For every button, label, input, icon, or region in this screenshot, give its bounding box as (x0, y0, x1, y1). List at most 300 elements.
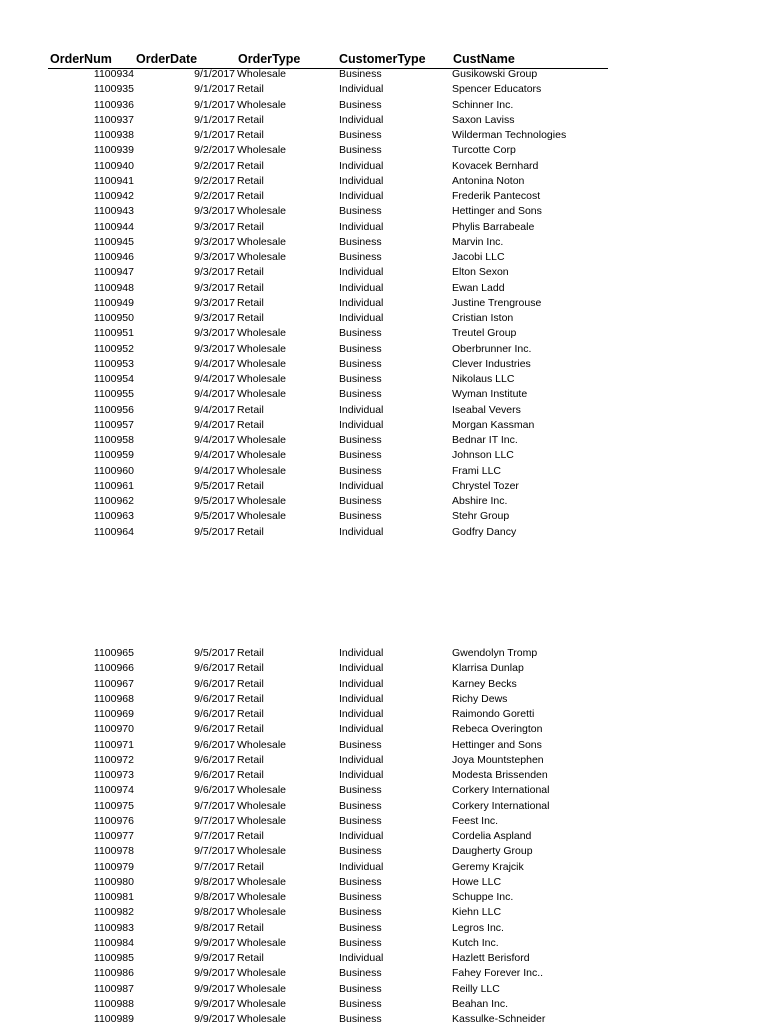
cell-customertype: Individual (339, 525, 384, 538)
cell-customertype: Business (339, 495, 382, 507)
table-row (0, 174, 768, 189)
cell-ordertype: Retail (237, 418, 264, 431)
cell-customertype: Business (339, 891, 382, 903)
cell-ordernum: 1100955 (93, 388, 134, 401)
cell-customertype: Individual (339, 479, 384, 492)
cell-orderdate: 9/7/2017 (194, 830, 235, 842)
cell-custname: Saxon Laviss (452, 113, 515, 126)
cell-ordernum: 1100950 (93, 312, 134, 324)
cell-orderdate: 9/3/2017 (194, 205, 235, 218)
table-row (0, 403, 768, 418)
cell-ordernum: 1100970 (93, 723, 134, 736)
cell-orderdate: 9/3/2017 (194, 251, 235, 263)
cell-ordernum: 1100934 (93, 68, 134, 80)
cell-orderdate: 9/1/2017 (194, 83, 235, 96)
cell-custname: Nikolaus LLC (452, 373, 515, 385)
table-row (0, 281, 768, 296)
table-row (0, 997, 768, 1012)
table-row (0, 936, 768, 951)
cell-customertype: Business (339, 875, 382, 888)
cell-ordernum: 1100944 (93, 220, 134, 233)
cell-custname: Gwendolyn Tromp (452, 647, 538, 659)
cell-orderdate: 9/3/2017 (194, 327, 235, 340)
cell-ordertype: Retail (237, 129, 264, 141)
cell-ordernum: 1100976 (93, 814, 134, 827)
cell-custname: Johnson LLC (452, 449, 514, 462)
cell-ordernum: 1100952 (93, 342, 134, 355)
cell-orderdate: 9/4/2017 (194, 388, 235, 401)
cell-ordertype: Retail (237, 830, 264, 842)
table-row (0, 982, 768, 997)
cell-orderdate: 9/4/2017 (194, 373, 235, 385)
cell-ordernum: 1100962 (93, 495, 134, 507)
cell-customertype: Individual (339, 692, 384, 705)
cell-orderdate: 9/3/2017 (194, 220, 235, 233)
cell-custname: Ewan Ladd (452, 281, 505, 294)
cell-ordernum: 1100937 (93, 113, 134, 126)
cell-custname: Feest Inc. (452, 814, 499, 827)
table-row (0, 921, 768, 936)
cell-custname: Daugherty Group (452, 845, 533, 858)
cell-customertype: Individual (339, 418, 384, 431)
cell-ordertype: Wholesale (237, 814, 287, 827)
cell-orderdate: 9/4/2017 (194, 418, 235, 431)
cell-orderdate: 9/9/2017 (194, 952, 235, 964)
header-orderdate: OrderDate (136, 52, 198, 66)
table-row (0, 1012, 768, 1027)
table-row (0, 494, 768, 509)
cell-ordernum: 1100961 (93, 479, 134, 492)
cell-ordernum: 1100948 (93, 281, 134, 294)
table-row (0, 265, 768, 280)
cell-ordernum: 1100939 (93, 144, 134, 157)
table-row (0, 783, 768, 798)
cell-customertype: Business (339, 921, 382, 934)
cell-customertype: Individual (339, 753, 384, 766)
cell-ordertype: Retail (237, 677, 264, 690)
cell-customertype: Business (339, 510, 382, 523)
cell-orderdate: 9/5/2017 (194, 525, 235, 538)
cell-customertype: Individual (339, 860, 384, 873)
cell-ordernum: 1100956 (93, 403, 134, 416)
table-row (0, 189, 768, 204)
cell-orderdate: 9/2/2017 (194, 190, 235, 202)
cell-orderdate: 9/6/2017 (194, 692, 235, 705)
cell-ordernum: 1100967 (93, 677, 134, 690)
cell-custname: Raimondo Goretti (452, 708, 535, 720)
cell-customertype: Business (339, 799, 382, 812)
table-row (0, 509, 768, 524)
cell-orderdate: 9/6/2017 (194, 723, 235, 736)
cell-customertype: Business (339, 434, 382, 446)
cell-ordertype: Retail (237, 753, 264, 766)
cell-custname: Bednar IT Inc. (452, 434, 518, 446)
table-row (0, 204, 768, 219)
cell-custname: Frami LLC (452, 464, 502, 477)
cell-orderdate: 9/9/2017 (194, 997, 235, 1010)
cell-customertype: Individual (339, 677, 384, 690)
cell-ordertype: Wholesale (237, 449, 287, 462)
cell-custname: Legros Inc. (452, 921, 504, 934)
cell-customertype: Business (339, 235, 382, 248)
cell-custname: Kiehn LLC (452, 906, 502, 919)
cell-ordertype: Retail (237, 296, 264, 309)
cell-customertype: Business (339, 357, 382, 370)
cell-ordertype: Retail (237, 312, 264, 324)
table-row (0, 692, 768, 707)
cell-ordertype: Wholesale (237, 144, 287, 157)
cell-customertype: Business (339, 373, 382, 385)
cell-ordernum: 1100960 (93, 464, 134, 477)
cell-custname: Abshire Inc. (452, 495, 508, 507)
cell-ordernum: 1100977 (93, 830, 134, 842)
cell-ordertype: Retail (237, 708, 264, 720)
cell-ordertype: Wholesale (237, 738, 287, 751)
cell-customertype: Individual (339, 830, 384, 842)
table-row (0, 113, 768, 128)
cell-orderdate: 9/6/2017 (194, 753, 235, 766)
cell-customertype: Individual (339, 159, 384, 172)
cell-orderdate: 9/4/2017 (194, 403, 235, 416)
table-row (0, 890, 768, 905)
cell-customertype: Individual (339, 952, 384, 964)
cell-ordernum: 1100958 (93, 434, 134, 446)
cell-custname: Antonina Noton (452, 174, 525, 187)
cell-ordernum: 1100974 (93, 784, 134, 797)
cell-custname: Cordelia Aspland (452, 830, 532, 842)
cell-orderdate: 9/3/2017 (194, 296, 235, 309)
cell-orderdate: 9/8/2017 (194, 906, 235, 919)
cell-customertype: Individual (339, 83, 384, 96)
cell-orderdate: 9/5/2017 (194, 479, 235, 492)
cell-ordertype: Wholesale (237, 68, 287, 80)
cell-ordernum: 1100979 (93, 860, 134, 873)
cell-customertype: Individual (339, 190, 384, 202)
cell-ordernum: 1100936 (93, 98, 134, 111)
cell-ordernum: 1100943 (93, 205, 134, 218)
cell-customertype: Business (339, 205, 382, 218)
table-row (0, 159, 768, 174)
header-customertype: CustomerType (339, 52, 426, 66)
cell-custname: Geremy Krajcik (452, 860, 524, 873)
cell-custname: Richy Dews (452, 692, 508, 705)
cell-ordernum: 1100946 (93, 251, 134, 263)
cell-orderdate: 9/1/2017 (194, 113, 235, 126)
cell-customertype: Business (339, 936, 382, 949)
table-row (0, 722, 768, 737)
cell-ordernum: 1100953 (93, 357, 134, 370)
cell-ordertype: Wholesale (237, 982, 287, 995)
cell-orderdate: 9/8/2017 (194, 875, 235, 888)
cell-ordertype: Retail (237, 159, 264, 172)
cell-orderdate: 9/6/2017 (194, 784, 235, 797)
table-row (0, 951, 768, 966)
cell-customertype: Individual (339, 281, 384, 294)
cell-customertype: Individual (339, 113, 384, 126)
cell-custname: Joya Mountstephen (452, 753, 544, 766)
cell-ordernum: 1100949 (93, 296, 134, 309)
cell-ordernum: 1100969 (93, 708, 134, 720)
cell-customertype: Business (339, 449, 382, 462)
cell-custname: Jacobi LLC (452, 251, 505, 263)
cell-ordertype: Wholesale (237, 906, 287, 919)
cell-orderdate: 9/3/2017 (194, 342, 235, 355)
cell-ordertype: Retail (237, 952, 264, 964)
cell-ordertype: Wholesale (237, 891, 287, 903)
cell-ordernum: 1100964 (93, 525, 134, 538)
cell-ordertype: Retail (237, 479, 264, 492)
cell-orderdate: 9/8/2017 (194, 921, 235, 934)
header-ordertype: OrderType (238, 52, 301, 66)
cell-ordertype: Wholesale (237, 799, 287, 812)
cell-orderdate: 9/6/2017 (194, 662, 235, 675)
cell-custname: Cristian Iston (452, 312, 514, 324)
cell-custname: Elton Sexon (452, 266, 509, 279)
cell-ordertype: Retail (237, 190, 264, 202)
cell-ordernum: 1100973 (93, 769, 134, 781)
cell-orderdate: 9/8/2017 (194, 891, 235, 903)
table-row (0, 82, 768, 97)
cell-orderdate: 9/4/2017 (194, 449, 235, 462)
cell-ordernum: 1100988 (93, 997, 134, 1010)
cell-orderdate: 9/2/2017 (194, 159, 235, 172)
cell-orderdate: 9/7/2017 (194, 845, 235, 858)
cell-customertype: Individual (339, 769, 384, 781)
cell-custname: Kassulke-Schneider (452, 1013, 546, 1025)
cell-ordertype: Retail (237, 769, 264, 781)
table-row (0, 250, 768, 265)
cell-customertype: Individual (339, 220, 384, 233)
cell-ordernum: 1100940 (93, 159, 134, 172)
table-row (0, 296, 768, 311)
cell-ordernum: 1100972 (93, 753, 134, 766)
cell-custname: Corkery International (452, 784, 550, 797)
cell-ordernum: 1100957 (93, 418, 134, 431)
cell-ordernum: 1100938 (93, 129, 134, 141)
cell-orderdate: 9/7/2017 (194, 799, 235, 812)
cell-ordernum: 1100989 (93, 1013, 134, 1025)
cell-ordernum: 1100951 (93, 327, 134, 340)
cell-custname: Wyman Institute (452, 388, 528, 401)
table-row (0, 67, 768, 82)
cell-custname: Iseabal Vevers (452, 403, 521, 416)
cell-ordernum: 1100978 (93, 845, 134, 858)
table-body-page1 (0, 67, 768, 540)
cell-orderdate: 9/5/2017 (194, 647, 235, 659)
cell-custname: Corkery International (452, 799, 550, 812)
cell-customertype: Business (339, 738, 382, 751)
cell-customertype: Business (339, 906, 382, 919)
cell-ordertype: Wholesale (237, 1013, 287, 1025)
cell-ordertype: Retail (237, 647, 264, 659)
cell-orderdate: 9/6/2017 (194, 738, 235, 751)
cell-custname: Treutel Group (452, 327, 517, 340)
cell-customertype: Business (339, 342, 382, 355)
table-row (0, 479, 768, 494)
cell-orderdate: 9/4/2017 (194, 434, 235, 446)
table-row (0, 311, 768, 326)
table-row (0, 235, 768, 250)
cell-ordertype: Wholesale (237, 875, 287, 888)
cell-customertype: Business (339, 1013, 382, 1025)
cell-ordertype: Wholesale (237, 967, 287, 980)
cell-custname: Godfry Dancy (452, 525, 517, 538)
table-row (0, 143, 768, 158)
cell-ordernum: 1100975 (93, 799, 134, 812)
table-row (0, 860, 768, 875)
cell-ordernum: 1100935 (93, 83, 134, 96)
cell-custname: Howe LLC (452, 875, 502, 888)
cell-ordernum: 1100968 (93, 692, 134, 705)
cell-custname: Spencer Educators (452, 83, 542, 96)
cell-ordernum: 1100971 (93, 738, 134, 751)
cell-orderdate: 9/6/2017 (194, 677, 235, 690)
table-row (0, 220, 768, 235)
table-row (0, 372, 768, 387)
table-row (0, 661, 768, 676)
cell-orderdate: 9/1/2017 (194, 129, 235, 141)
cell-customertype: Individual (339, 647, 384, 659)
cell-ordertype: Wholesale (237, 997, 287, 1010)
cell-ordertype: Wholesale (237, 98, 287, 111)
cell-custname: Frederik Pantecost (452, 190, 541, 202)
cell-orderdate: 9/9/2017 (194, 936, 235, 949)
cell-custname: Stehr Group (452, 510, 510, 523)
table-row (0, 418, 768, 433)
cell-ordernum: 1100982 (93, 906, 134, 919)
cell-customertype: Business (339, 814, 382, 827)
cell-ordernum: 1100966 (93, 662, 134, 675)
cell-orderdate: 9/2/2017 (194, 144, 235, 157)
cell-custname: Phylis Barrabeale (452, 220, 535, 233)
cell-custname: Turcotte Corp (452, 144, 516, 157)
cell-ordertype: Wholesale (237, 235, 287, 248)
cell-orderdate: 9/9/2017 (194, 967, 235, 980)
table-row (0, 738, 768, 753)
cell-ordertype: Retail (237, 860, 264, 873)
cell-ordertype: Retail (237, 174, 264, 187)
cell-ordernum: 1100987 (93, 982, 134, 995)
table-row (0, 357, 768, 372)
cell-ordertype: Wholesale (237, 495, 287, 507)
cell-ordertype: Wholesale (237, 464, 287, 477)
table-row (0, 128, 768, 143)
cell-customertype: Business (339, 997, 382, 1010)
cell-ordertype: Wholesale (237, 434, 287, 446)
cell-orderdate: 9/4/2017 (194, 464, 235, 477)
cell-custname: Wilderman Technologies (452, 129, 567, 141)
cell-ordertype: Wholesale (237, 342, 287, 355)
cell-ordernum: 1100963 (93, 510, 134, 523)
cell-customertype: Business (339, 68, 382, 80)
cell-custname: Kovacek Bernhard (452, 159, 539, 172)
cell-customertype: Business (339, 144, 382, 157)
table-row (0, 525, 768, 540)
cell-orderdate: 9/9/2017 (194, 982, 235, 995)
cell-ordernum: 1100986 (93, 967, 134, 980)
cell-ordertype: Wholesale (237, 327, 287, 340)
cell-custname: Reilly LLC (452, 982, 500, 995)
cell-ordertype: Retail (237, 692, 264, 705)
cell-customertype: Business (339, 251, 382, 263)
cell-ordernum: 1100983 (93, 921, 134, 934)
cell-ordertype: Retail (237, 266, 264, 279)
cell-custname: Gusikowski Group (452, 68, 538, 80)
cell-ordertype: Wholesale (237, 936, 287, 949)
table-row (0, 677, 768, 692)
cell-ordernum: 1100981 (93, 891, 134, 903)
cell-ordertype: Wholesale (237, 373, 287, 385)
table-row (0, 448, 768, 463)
cell-customertype: Business (339, 967, 382, 980)
table-row (0, 814, 768, 829)
cell-ordertype: Retail (237, 723, 264, 736)
table-row (0, 799, 768, 814)
cell-ordernum: 1100980 (93, 875, 134, 888)
cell-orderdate: 9/6/2017 (194, 708, 235, 720)
table-row (0, 464, 768, 479)
cell-ordernum: 1100947 (93, 266, 134, 279)
cell-orderdate: 9/1/2017 (194, 68, 235, 80)
cell-orderdate: 9/4/2017 (194, 357, 235, 370)
cell-custname: Justine Trengrouse (452, 296, 542, 309)
cell-ordertype: Wholesale (237, 510, 287, 523)
cell-custname: Kutch Inc. (452, 936, 499, 949)
cell-customertype: Individual (339, 403, 384, 416)
cell-orderdate: 9/7/2017 (194, 860, 235, 873)
cell-custname: Chrystel Tozer (452, 479, 519, 492)
cell-ordernum: 1100984 (93, 936, 134, 949)
cell-custname: Oberbrunner Inc. (452, 342, 532, 355)
table-row (0, 342, 768, 357)
table-row (0, 768, 768, 783)
table-row (0, 433, 768, 448)
cell-custname: Rebeca Overington (452, 723, 543, 736)
cell-custname: Morgan Kassman (452, 418, 535, 431)
cell-ordertype: Wholesale (237, 357, 287, 370)
cell-ordertype: Retail (237, 281, 264, 294)
cell-orderdate: 9/5/2017 (194, 495, 235, 507)
cell-custname: Fahey Forever Inc.. (452, 967, 544, 980)
cell-customertype: Business (339, 784, 382, 797)
cell-customertype: Individual (339, 174, 384, 187)
cell-orderdate: 9/5/2017 (194, 510, 235, 523)
table-row (0, 875, 768, 890)
cell-ordernum: 1100941 (93, 174, 134, 187)
cell-customertype: Business (339, 129, 382, 141)
cell-ordertype: Wholesale (237, 388, 287, 401)
cell-ordernum: 1100959 (93, 449, 134, 462)
cell-custname: Modesta Brissenden (452, 769, 548, 781)
cell-custname: Klarrisa Dunlap (452, 662, 524, 675)
table-row (0, 387, 768, 402)
cell-customertype: Business (339, 464, 382, 477)
cell-customertype: Business (339, 845, 382, 858)
cell-orderdate: 9/2/2017 (194, 174, 235, 187)
cell-ordernum: 1100985 (93, 952, 134, 964)
table-row (0, 326, 768, 341)
cell-ordertype: Wholesale (237, 845, 287, 858)
cell-customertype: Individual (339, 662, 384, 675)
cell-ordernum: 1100942 (93, 190, 134, 202)
cell-ordertype: Retail (237, 525, 264, 538)
header-custname: CustName (453, 52, 515, 66)
cell-custname: Hazlett Berisford (452, 952, 530, 964)
cell-customertype: Business (339, 98, 382, 111)
header-ordernum: OrderNum (50, 52, 112, 66)
cell-customertype: Individual (339, 708, 384, 720)
table-row (0, 905, 768, 920)
